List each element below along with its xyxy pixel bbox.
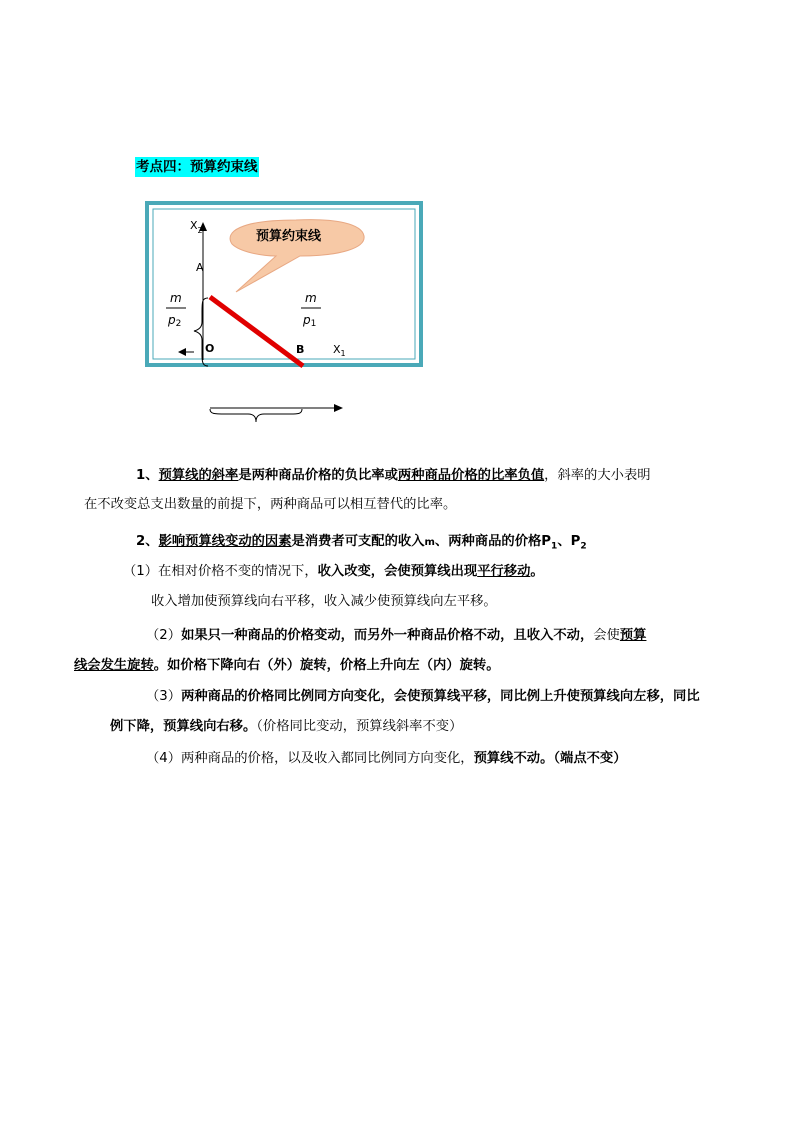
p5-rotate-term-a: 预算 xyxy=(619,628,647,643)
p2-price-2-sub: 2 xyxy=(580,541,587,552)
p1-text-a: 是两种商品价格的负比率或 xyxy=(238,468,398,483)
p6-text-a: 两种商品的价格同比例同方向变化，会使预算线平移，同比例上升使预算线向左移， xyxy=(181,689,674,704)
section-heading: 考点四：预算约束线 xyxy=(136,159,258,175)
p1-slope-term: 预算线的斜率 xyxy=(158,468,239,483)
bottom-brace xyxy=(210,409,302,422)
p1-text-c: 在不改变总支出数量的前提下，两种商品可以相互替代的比率。 xyxy=(84,497,457,512)
p2-factors-term: 影响预算线变动的因素 xyxy=(158,534,292,549)
p6-text-b: 同比例下降，预算线向右移。 xyxy=(110,689,700,734)
fraction-right-numerator: m xyxy=(305,291,317,305)
p1-number: 1、 xyxy=(136,468,159,483)
fraction-left-denominator: p2 xyxy=(168,313,182,329)
p2-text-b: 、两种商品的价格 xyxy=(434,534,542,549)
paragraph-5 xyxy=(74,621,700,681)
p2-text-a: 是消费者可支配的收入 xyxy=(291,534,425,549)
point-a-label: A xyxy=(196,261,204,274)
point-b-label: B xyxy=(296,343,305,356)
p1-ratio-term: 两种商品价格的比率负值 xyxy=(397,468,545,483)
fraction-right-denominator: p1 xyxy=(303,313,317,329)
y-axis-label: $X_2$ xyxy=(190,219,203,235)
p3-parallel-term: 平行移动 xyxy=(477,564,531,579)
p4-text: 收入增加使预算线向右平移，收入减少使预算线向左平移。 xyxy=(151,594,497,609)
x-axis-arrow xyxy=(334,404,343,412)
x-axis-label: $X_1$ xyxy=(333,343,346,358)
p6-text-c: （价格同比变动，预算线斜率不变） xyxy=(256,719,463,734)
paragraph-6 xyxy=(110,682,700,742)
p5-text-b: 会使 xyxy=(593,628,620,643)
p3-text-a: （1）在相对价格不变的情况下， xyxy=(123,564,318,579)
p3-text-b: 收入改变，会使预算线出现 xyxy=(317,564,478,579)
p2-price-1: P xyxy=(541,534,552,549)
origin-label: O xyxy=(205,342,215,355)
budget-constraint-figure xyxy=(0,0,794,440)
p7-text-b: 预算线不动。（端点不变） xyxy=(473,751,627,766)
p2-price-1-sub: 1 xyxy=(551,541,558,552)
p2-separator: 、 xyxy=(557,534,571,549)
fraction-left-numerator: m xyxy=(170,291,182,305)
p5-rotate-term-b: 线会发生旋转 xyxy=(74,658,154,673)
p6-number: （3） xyxy=(146,689,182,704)
p5-text-a: 如果只一种商品的价格变动，而另外一种商品价格不动，且收入不动， xyxy=(181,628,594,643)
paragraph-4 xyxy=(151,587,741,616)
p2-number: 2、 xyxy=(136,534,159,549)
paragraph-3 xyxy=(123,557,713,586)
paragraph-7 xyxy=(146,744,706,773)
p2-income-symbol: m xyxy=(424,537,435,548)
p2-price-2: P xyxy=(570,534,581,549)
p3-end: 。 xyxy=(530,564,544,579)
p5-number: （2） xyxy=(146,628,182,643)
p1-text-b: ，斜率的大小表明 xyxy=(544,468,651,483)
paragraph-1 xyxy=(84,461,700,519)
callout-label: 预算约束线 xyxy=(256,229,322,244)
p5-text-c: 。如价格下降向右（外）旋转，价格上升向左（内）旋转。 xyxy=(153,658,500,673)
p7-text-a: （4）两种商品的价格，以及收入都同比例同方向变化， xyxy=(146,751,474,766)
